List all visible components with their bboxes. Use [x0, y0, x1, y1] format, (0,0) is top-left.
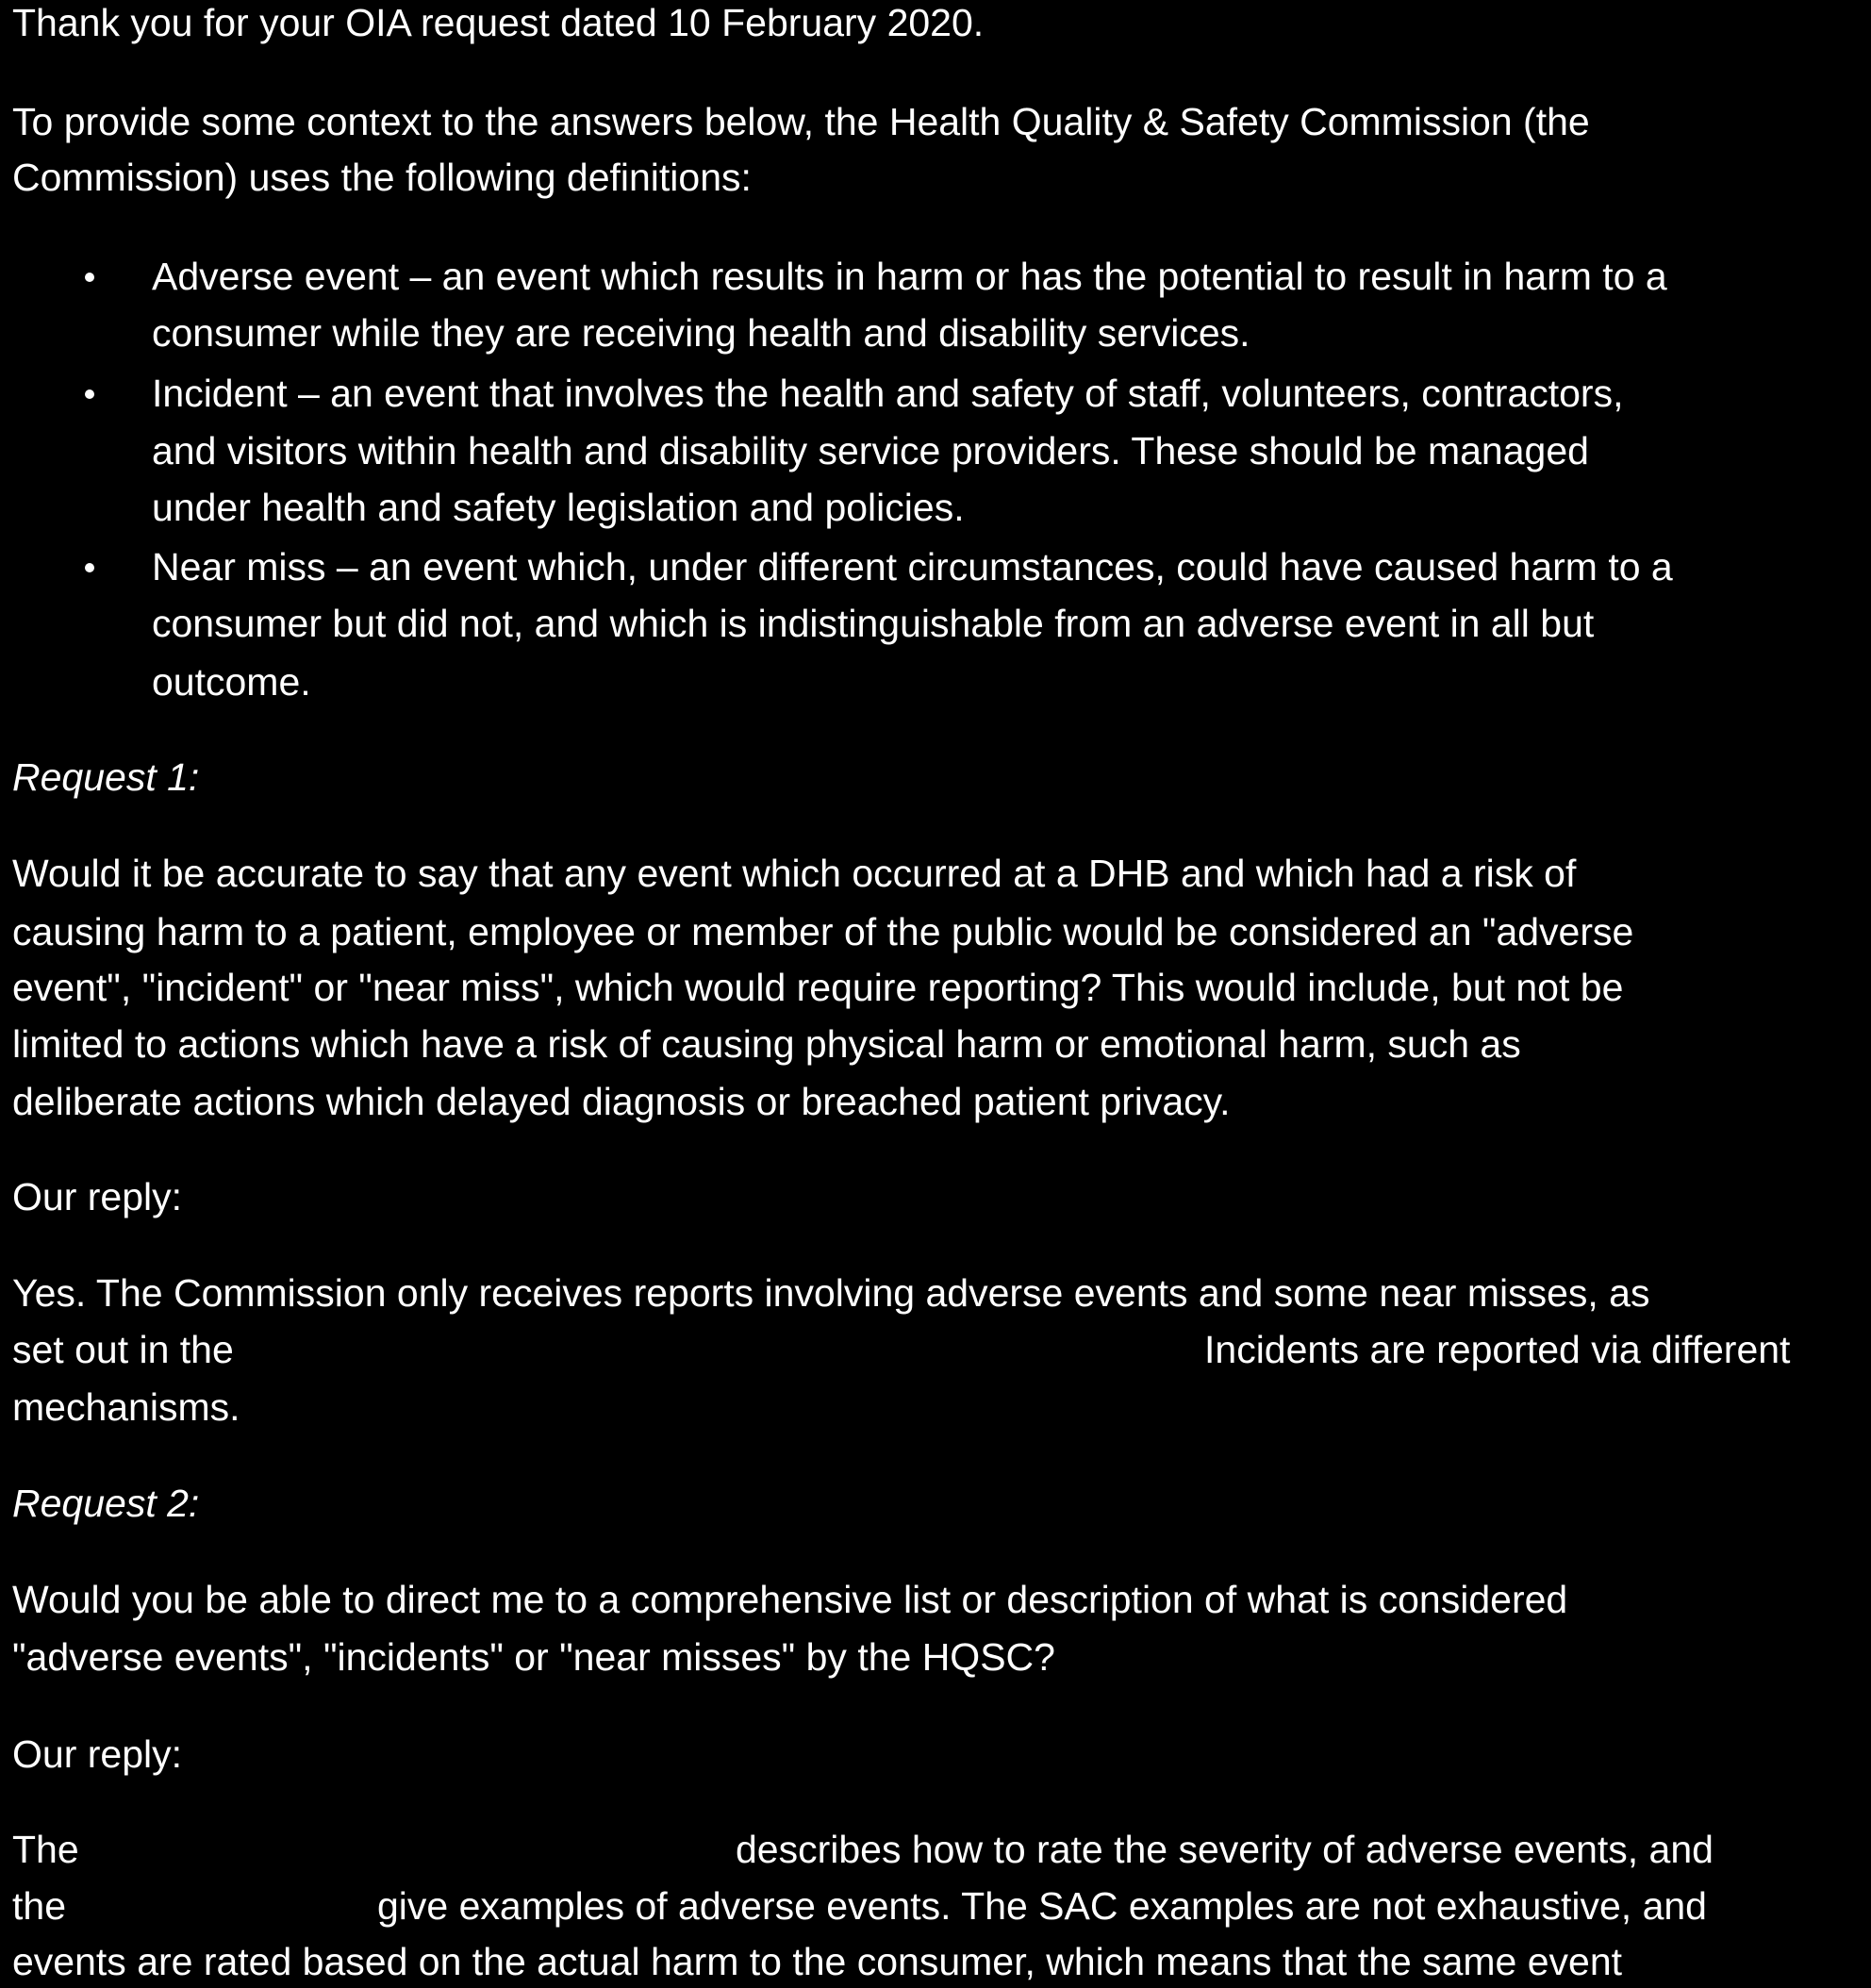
request-2-text: "adverse events", "incidents" or "near misses" by the HQSC?	[12, 1635, 1055, 1679]
request-1-text: deliberate actions which delayed diagnosis or breached patient privacy.	[12, 1080, 1231, 1123]
reply-2-text: the	[12, 1884, 66, 1928]
reply-1-heading: Our reply:	[12, 1175, 182, 1218]
reply-1-text: Yes. The Commission only receives reports involving adverse events and some near misses, as	[12, 1271, 1650, 1315]
bullet-icon	[85, 273, 94, 282]
bullet-icon	[85, 389, 94, 399]
context-line: Commission) uses the following definitions:	[12, 156, 752, 199]
definition-near-miss: Near miss – an event which, under different circumstances, could have caused harm to a	[152, 545, 1673, 588]
reply-2-text: give examples of adverse events. The SAC examples are not exhaustive, and	[377, 1884, 1707, 1928]
reply-1-text: mechanisms.	[12, 1385, 240, 1429]
definition-near-miss: outcome.	[152, 660, 311, 704]
reply-2-heading: Our reply:	[12, 1732, 182, 1776]
definition-incident: Incident – an event that involves the health and safety of staff, volunteers, contractors,	[152, 372, 1624, 415]
request-2-text: Would you be able to direct me to a comprehensive list or description of what is considered	[12, 1578, 1568, 1621]
intro-text: Thank you for your OIA request dated 10 February 2020.	[12, 1, 985, 44]
definition-near-miss: consumer but did not, and which is indistinguishable from an adverse event in all but	[152, 602, 1595, 645]
request-1-text: limited to actions which have a risk of causing physical harm or emotional harm, such as	[12, 1022, 1521, 1066]
request-1-text: event", "incident" or "near miss", which would require reporting? This would include, but not be	[12, 966, 1624, 1009]
reply-2-text: events are rated based on the actual harm to the consumer, which means that the same event	[12, 1940, 1623, 1983]
reply-1-text: set out in the	[12, 1328, 234, 1371]
reply-2-text: describes how to rate the severity of adverse events, and	[736, 1828, 1714, 1871]
request-1-text: Would it be accurate to say that any event which occurred at a DHB and which had a risk of	[12, 852, 1577, 895]
context-line: To provide some context to the answers below, the Health Quality & Safety Commission (the	[12, 100, 1590, 143]
request-1-heading: Request 1:	[12, 755, 200, 799]
definition-incident: and visitors within health and disability service providers. These should be managed	[152, 429, 1589, 472]
request-2-heading: Request 2:	[12, 1482, 200, 1525]
definition-adverse-event: Adverse event – an event which results in harm or has the potential to result in harm to a	[152, 255, 1667, 298]
definition-incident: under health and safety legislation and policies.	[152, 486, 965, 529]
reply-1-text: Incidents are reported via different	[1204, 1328, 1791, 1371]
reply-2-text: The	[12, 1828, 79, 1871]
bullet-icon	[85, 563, 94, 572]
request-1-text: causing harm to a patient, employee or member of the public would be considered an "adverse	[12, 910, 1634, 953]
definition-adverse-event: consumer while they are receiving health and disability services.	[152, 311, 1250, 355]
